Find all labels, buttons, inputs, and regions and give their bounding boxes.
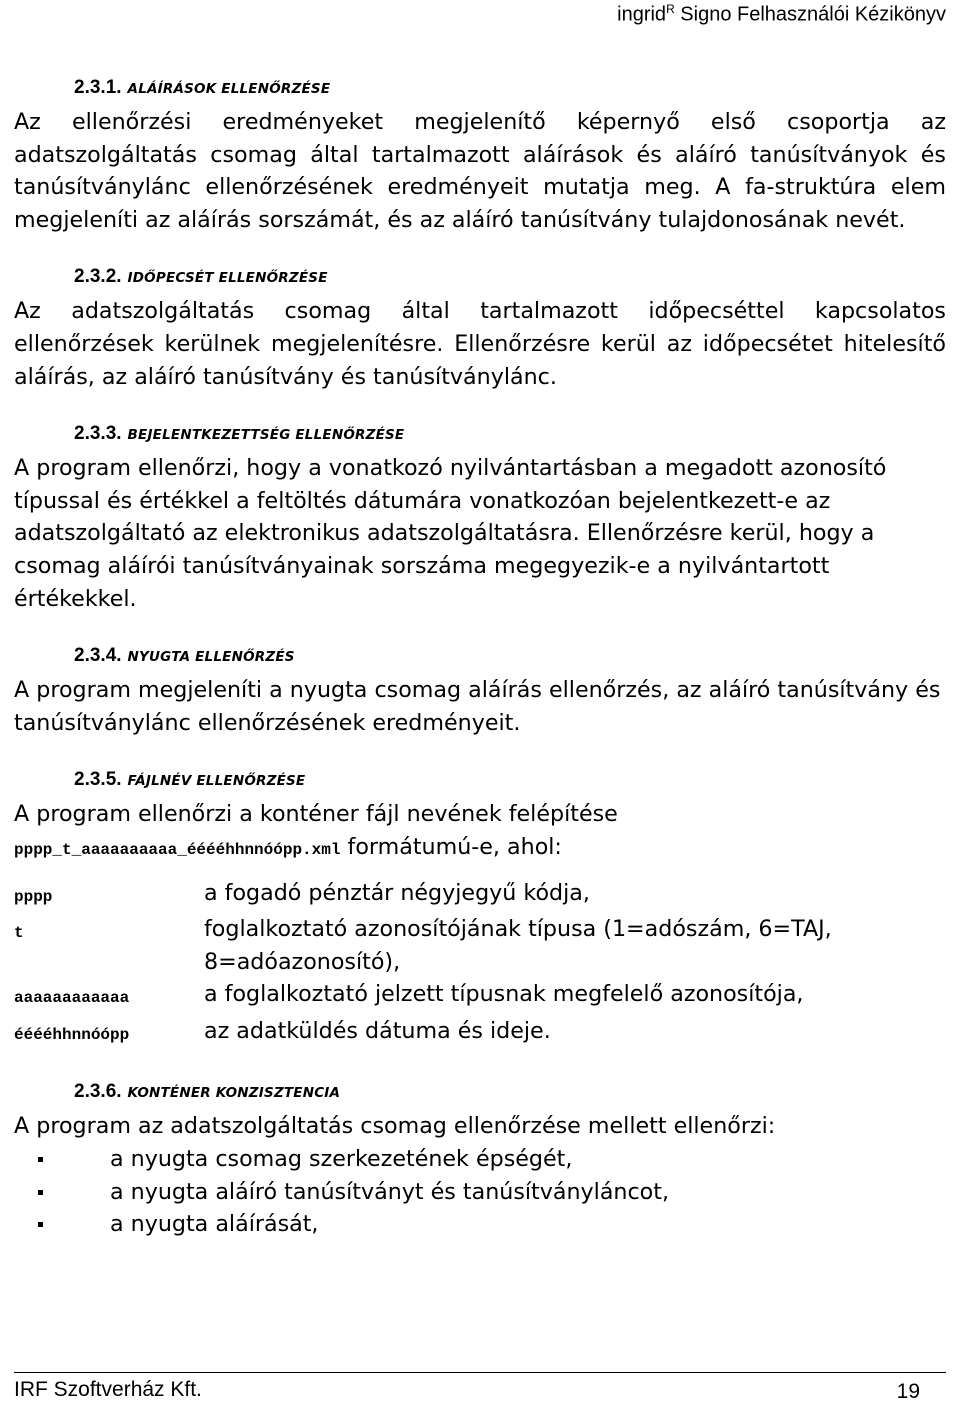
section-2-3-1 xyxy=(14,72,946,236)
section-paragraph: A program az adatszolgáltatás csomag ellenőrzése mellett ellenőrzi: xyxy=(14,1113,776,1140)
footer-divider xyxy=(14,1372,946,1373)
definition-list xyxy=(14,877,946,1052)
section-paragraph: A program megjeleníti a nyugta csomag aláírás ellenőrzés, az aláíró tanúsítvány és tanúsítványlánc ellenőrzésének eredményeit. xyxy=(14,677,941,736)
section-paragraph: A program ellenőrzi, hogy a vonatkozó nyilvántartásban a megadott azonosító típussal és értékkel a feltöltés dátumára vonatkozóan bejelentkezett-e az adatszolgáltató az elektronikus adatszolgáltatásra. Ellenőrzésre kerül, hogy a csomag aláírói tanúsítványainak sorszáma megegyezik-e a nyilvántartott értékekkel. xyxy=(14,455,887,612)
bullet-item: a nyugta aláírását, xyxy=(14,1208,946,1241)
registered-mark: R xyxy=(666,2,675,16)
section-number: 2.3.3. xyxy=(74,423,122,445)
definition-term: t xyxy=(14,924,24,943)
header-product: ingrid xyxy=(617,3,667,26)
bullet-list xyxy=(14,1143,946,1241)
header-title: Signo Felhasználói Kézikönyv xyxy=(674,3,946,26)
section-2-3-4 xyxy=(14,640,946,739)
section-paragraph: Az ellenőrzési eredményeket megjelenítő képernyő első csoportja az adatszolgáltatás csomag által tartalmazott aláírások és aláíró tanúsítványok és tanúsítványlánc ellenőrzésének eredményeit mutatja meg. A fa-struktúra elem megjeleníti az aláírás sorszámát, és az aláíró tanúsítvány tulajdonosának nevét. xyxy=(14,109,946,233)
definition-desc: a fogadó pénztár négyjegyű kódja, xyxy=(204,879,590,906)
definition-desc: a foglalkoztató jelzett típusnak megfelelő azonosítója, xyxy=(204,981,804,1008)
definition-term: ééééhhnnóópp xyxy=(14,1025,130,1044)
section-title: FÁJLNÉV ELLENŐRZÉSE xyxy=(127,773,306,790)
definition-term: pppp xyxy=(14,887,53,906)
section-title: BEJELENTKEZETTSÉG ELLENŐRZÉSE xyxy=(127,427,405,444)
section-number: 2.3.2. xyxy=(74,266,122,288)
section-paragraph: Az adatszolgáltatás csomag által tartalmazott időpecséttel kapcsolatos ellenőrzések kerülnek megjelenítésre. Ellenőrzésre kerül az időpecsétet hitelesítő aláírás, az aláíró tanúsítvány és tanúsítványlánc. xyxy=(14,298,946,390)
section-title: IDŐPECSÉT ELLENŐRZÉSE xyxy=(127,270,328,287)
definition-row xyxy=(14,913,946,978)
paragraph-text: formátumú-e, ahol: xyxy=(340,833,562,860)
section-2-3-2 xyxy=(14,261,946,393)
section-number: 2.3.1. xyxy=(74,77,122,98)
section-number: 2.3.6. xyxy=(74,1081,122,1103)
section-heading xyxy=(74,1076,946,1108)
paragraph-text: A program ellenőrzi a konténer fájl nevének felépítése xyxy=(14,801,618,828)
definition-desc: foglalkoztató azonosítójának típusa (1=adószám, 6=TAJ, 8=adóazonosító), xyxy=(204,916,832,975)
content xyxy=(14,72,946,1266)
section-heading xyxy=(74,261,946,293)
definition-row xyxy=(14,877,946,914)
definition-term: aaaaaaaaaaaa xyxy=(14,989,130,1008)
footer-company: IRF Szoftverház Kft. xyxy=(14,1378,202,1401)
running-header xyxy=(617,2,946,27)
section-number: 2.3.4. xyxy=(74,645,122,667)
section-heading xyxy=(74,418,946,450)
section-2-3-3 xyxy=(14,418,946,615)
definition-row xyxy=(14,978,946,1015)
section-heading xyxy=(74,640,946,672)
section-heading xyxy=(74,72,946,104)
definition-desc: az adatküldés dátuma és ideje. xyxy=(204,1017,551,1044)
section-title: NYUGTA ELLENŐRZÉS xyxy=(127,649,295,666)
section-title: ALÁÍRÁSOK ELLENŐRZÉSE xyxy=(127,81,331,97)
section-2-3-5 xyxy=(14,764,946,1051)
filename-pattern: pppp_t_aaaaaaaaaa_ééééhhnnóópp.xml xyxy=(14,840,341,859)
section-number: 2.3.5. xyxy=(74,769,122,791)
section-heading xyxy=(74,764,946,796)
page-number: 19 xyxy=(896,1380,920,1403)
bullet-item: a nyugta csomag szerkezetének épségét, xyxy=(14,1143,946,1176)
section-2-3-6 xyxy=(14,1076,946,1240)
definition-row xyxy=(14,1015,946,1052)
bullet-item: a nyugta aláíró tanúsítványt és tanúsítványláncot, xyxy=(14,1176,946,1209)
section-title: KONTÉNER KONZISZTENCIA xyxy=(127,1085,341,1102)
section-paragraph xyxy=(14,798,946,866)
